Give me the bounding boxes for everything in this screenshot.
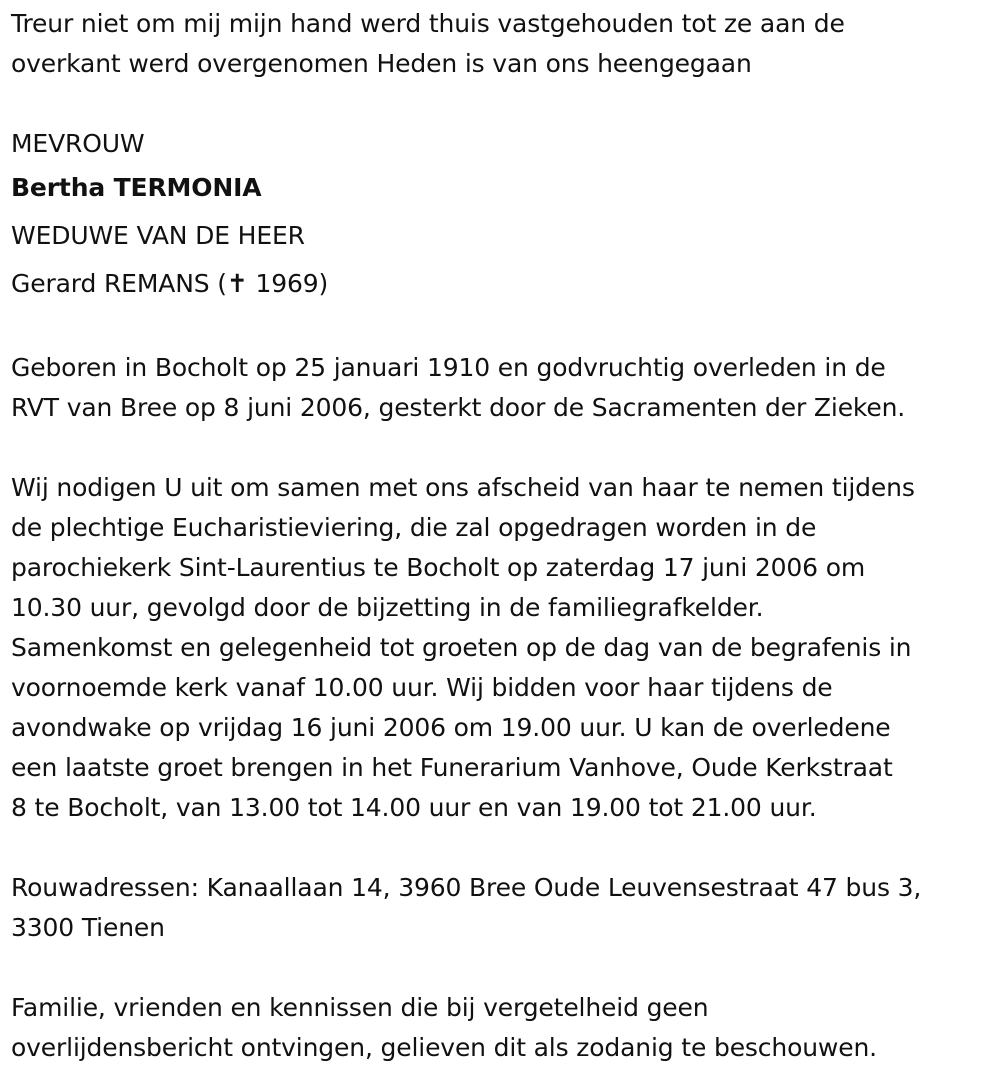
honorific: MEVROUW: [11, 129, 145, 158]
spacer: [11, 828, 1000, 868]
spacer: [11, 948, 1000, 988]
paragraph-line: 10.30 uur, gevolgd door de bijzetting in de familiegrafkelder.: [11, 593, 764, 622]
addresses-paragraph: [11, 868, 1000, 948]
spacer: [11, 84, 1000, 124]
birth-death-paragraph: [11, 348, 1000, 428]
intro-line: overkant werd overgenomen Heden is van ons heengegaan: [11, 49, 752, 78]
paragraph-line: Samenkomst en gelegenheid tot groeten op de dag van de begrafenis in: [11, 633, 912, 662]
paragraph-line: 8 te Bocholt, van 13.00 tot 14.00 uur en van 19.00 tot 21.00 uur.: [11, 793, 817, 822]
paragraph-line: RVT van Bree op 8 juni 2006, gesterkt door de Sacramenten der Zieken.: [11, 393, 906, 422]
paragraph-line: Familie, vrienden en kennissen die bij vergetelheid geen: [11, 993, 709, 1022]
ceremony-paragraph: [11, 468, 1000, 828]
deceased-block: [11, 124, 1000, 308]
spacer: [11, 308, 1000, 348]
paragraph-line: Wij nodigen U uit om samen met ons afscheid van haar te nemen tijdens: [11, 473, 915, 502]
paragraph-line: de plechtige Eucharistieviering, die zal opgedragen worden in de: [11, 513, 817, 542]
deceased-name: Bertha TERMONIA: [11, 173, 262, 202]
paragraph-line: overlijdensbericht ontvingen, gelieven dit als zodanig te beschouwen.: [11, 1033, 877, 1062]
paragraph-line: Rouwadressen: Kanaallaan 14, 3960 Bree Oude Leuvensestraat 47 bus 3,: [11, 873, 922, 902]
spouse-name: Gerard REMANS (✝ 1969): [11, 269, 329, 298]
closing-paragraph: [11, 988, 1000, 1068]
paragraph-line: voornoemde kerk vanaf 10.00 uur. Wij bidden voor haar tijdens de: [11, 673, 833, 702]
intro-line: Treur niet om mij mijn hand werd thuis vastgehouden tot ze aan de: [11, 9, 845, 38]
paragraph-line: avondwake op vrijdag 16 juni 2006 om 19.00 uur. U kan de overledene: [11, 713, 891, 742]
spacer: [11, 428, 1000, 468]
paragraph-line: parochiekerk Sint-Laurentius te Bocholt op zaterdag 17 juni 2006 om: [11, 553, 866, 582]
paragraph-line: een laatste groet brengen in het Funerarium Vanhove, Oude Kerkstraat: [11, 753, 893, 782]
paragraph-line: Geboren in Bocholt op 25 januari 1910 en godvruchtig overleden in de: [11, 353, 886, 382]
paragraph-line: 3300 Tienen: [11, 913, 165, 942]
widow-status: WEDUWE VAN DE HEER: [11, 221, 305, 250]
intro-verse: [11, 4, 1000, 84]
